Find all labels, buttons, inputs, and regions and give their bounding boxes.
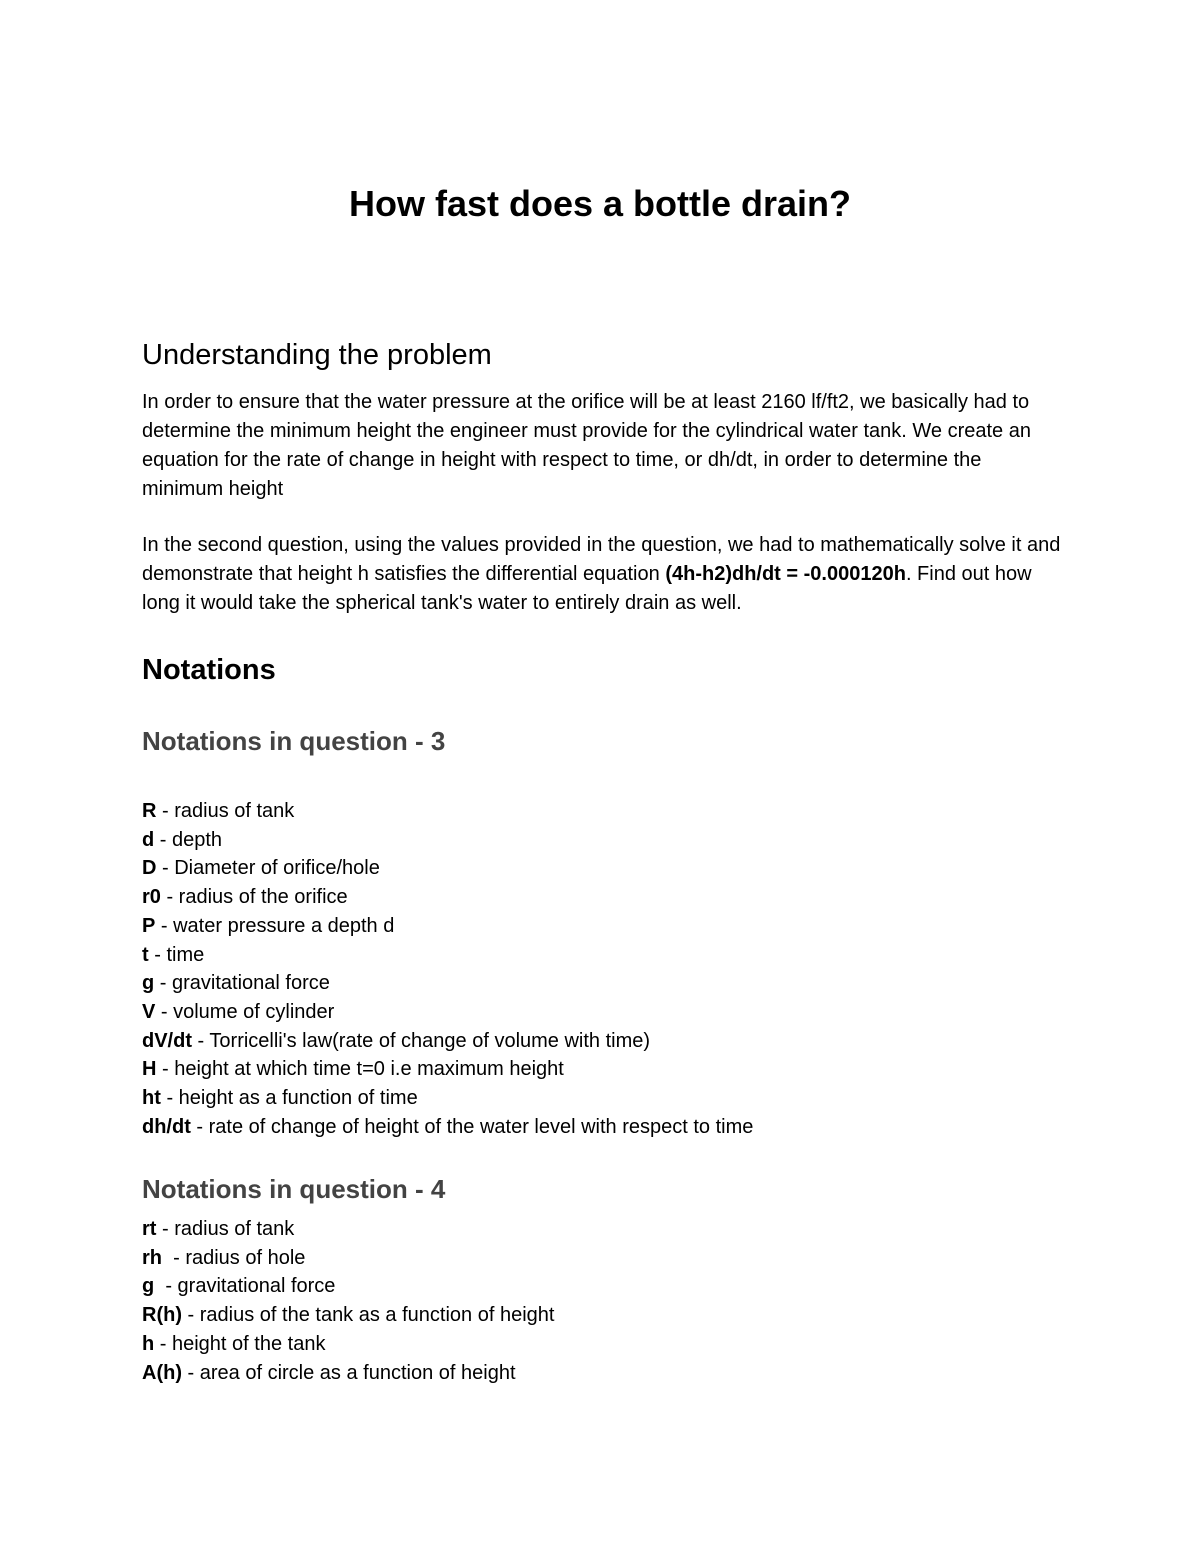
notation-item: [142, 969, 1042, 998]
notation-symbol: r0: [142, 886, 161, 909]
notation-symbol: H: [142, 1058, 157, 1081]
notation-item: [142, 797, 1042, 826]
notation-item: [142, 941, 1042, 970]
notation-symbol: h: [142, 1332, 155, 1355]
notation-description: - volume of cylinder: [155, 1000, 335, 1023]
notation-item: [142, 998, 1042, 1027]
notation-symbol: V: [142, 1000, 156, 1023]
differential-equation: (4h-h2)dh/dt = -0.000120h: [665, 563, 906, 585]
notation-symbol: dh/dt: [142, 1115, 191, 1138]
heading-notations-q3: Notations in question - 3: [142, 726, 446, 756]
notation-description: - height at which time t=0 i.e maximum height: [156, 1058, 564, 1081]
notation-description: - gravitational force: [154, 972, 330, 995]
notation-item: [142, 1084, 1042, 1113]
notation-description: - Diameter of orifice/hole: [156, 857, 380, 880]
notation-symbol: rh: [142, 1246, 162, 1269]
notation-item: [142, 854, 1042, 883]
notation-symbol: A(h): [142, 1361, 182, 1384]
heading-notations-q4: Notations in question - 4: [142, 1174, 446, 1204]
notation-description: - gravitational force: [154, 1275, 336, 1298]
heading-understanding: Understanding the problem: [142, 339, 492, 371]
notation-description: - rate of change of height of the water level with respect to time: [190, 1115, 754, 1138]
notations-list-q4: [142, 1215, 1042, 1387]
heading-notations: Notations: [142, 654, 276, 686]
notation-description: - water pressure a depth d: [155, 914, 395, 937]
notation-description: - radius of tank: [156, 800, 295, 822]
notation-item: [142, 1113, 1042, 1142]
notation-description: - radius of tank: [156, 1218, 295, 1240]
notation-symbol: D: [142, 857, 157, 880]
notation-item: [142, 1027, 1042, 1056]
notation-item: [142, 826, 1042, 855]
notation-description: - radius of the orifice: [160, 886, 348, 909]
notation-item: [142, 1272, 1042, 1301]
notation-symbol: t: [142, 943, 149, 966]
notation-description: - time: [148, 943, 205, 966]
notations-list-q3: [142, 797, 1042, 1141]
notation-symbol: g: [142, 1275, 155, 1298]
notation-item: [142, 1301, 1042, 1330]
notation-description: - area of circle as a function of height: [181, 1361, 516, 1384]
paragraph-text: . Find out how long it would take the spherical tank's water to entirely drain as well.: [142, 563, 1032, 614]
notation-item: [142, 1215, 1042, 1244]
notation-item: [142, 1055, 1042, 1084]
notation-item: [142, 1330, 1042, 1359]
paragraph-text: In the second question, using the values provided in the question, we had to mathematically solve it and demonstrate that height h satisfies the differential equation: [142, 534, 1061, 585]
notation-description: - radius of hole: [162, 1246, 306, 1269]
notation-symbol: P: [142, 914, 156, 937]
notation-symbol: dV/dt: [142, 1029, 192, 1052]
notation-item: [142, 883, 1042, 912]
notation-description: - height of the tank: [154, 1332, 326, 1355]
notation-symbol: rt: [142, 1218, 157, 1240]
notation-item: [142, 1244, 1042, 1273]
notation-symbol: R(h): [142, 1304, 182, 1327]
notation-description: - radius of the tank as a function of height: [181, 1304, 555, 1327]
notation-description: - depth: [154, 828, 223, 851]
paragraph-understanding-1: In order to ensure that the water pressure at the orifice will be at least 2160 lf/ft2, we basically had to determine the minimum height the engineer must provide for the cylindrical water tank. We create an equation for the rate of change in height with respect to time, or dh/dt, in order to determine the minimum height: [142, 391, 1031, 500]
notation-description: - height as a function of time: [160, 1087, 418, 1110]
document-title: How fast does a bottle drain?: [348, 183, 852, 224]
notation-description: - Torricelli's law(rate of change of volume with time): [192, 1029, 651, 1052]
notation-symbol: g: [142, 972, 155, 995]
notation-item: [142, 912, 1042, 941]
paragraph-understanding-2: [142, 531, 1062, 618]
notation-symbol: d: [142, 828, 155, 851]
notation-symbol: ht: [142, 1087, 161, 1110]
notation-item: [142, 1359, 1042, 1388]
notation-symbol: R: [142, 800, 157, 822]
